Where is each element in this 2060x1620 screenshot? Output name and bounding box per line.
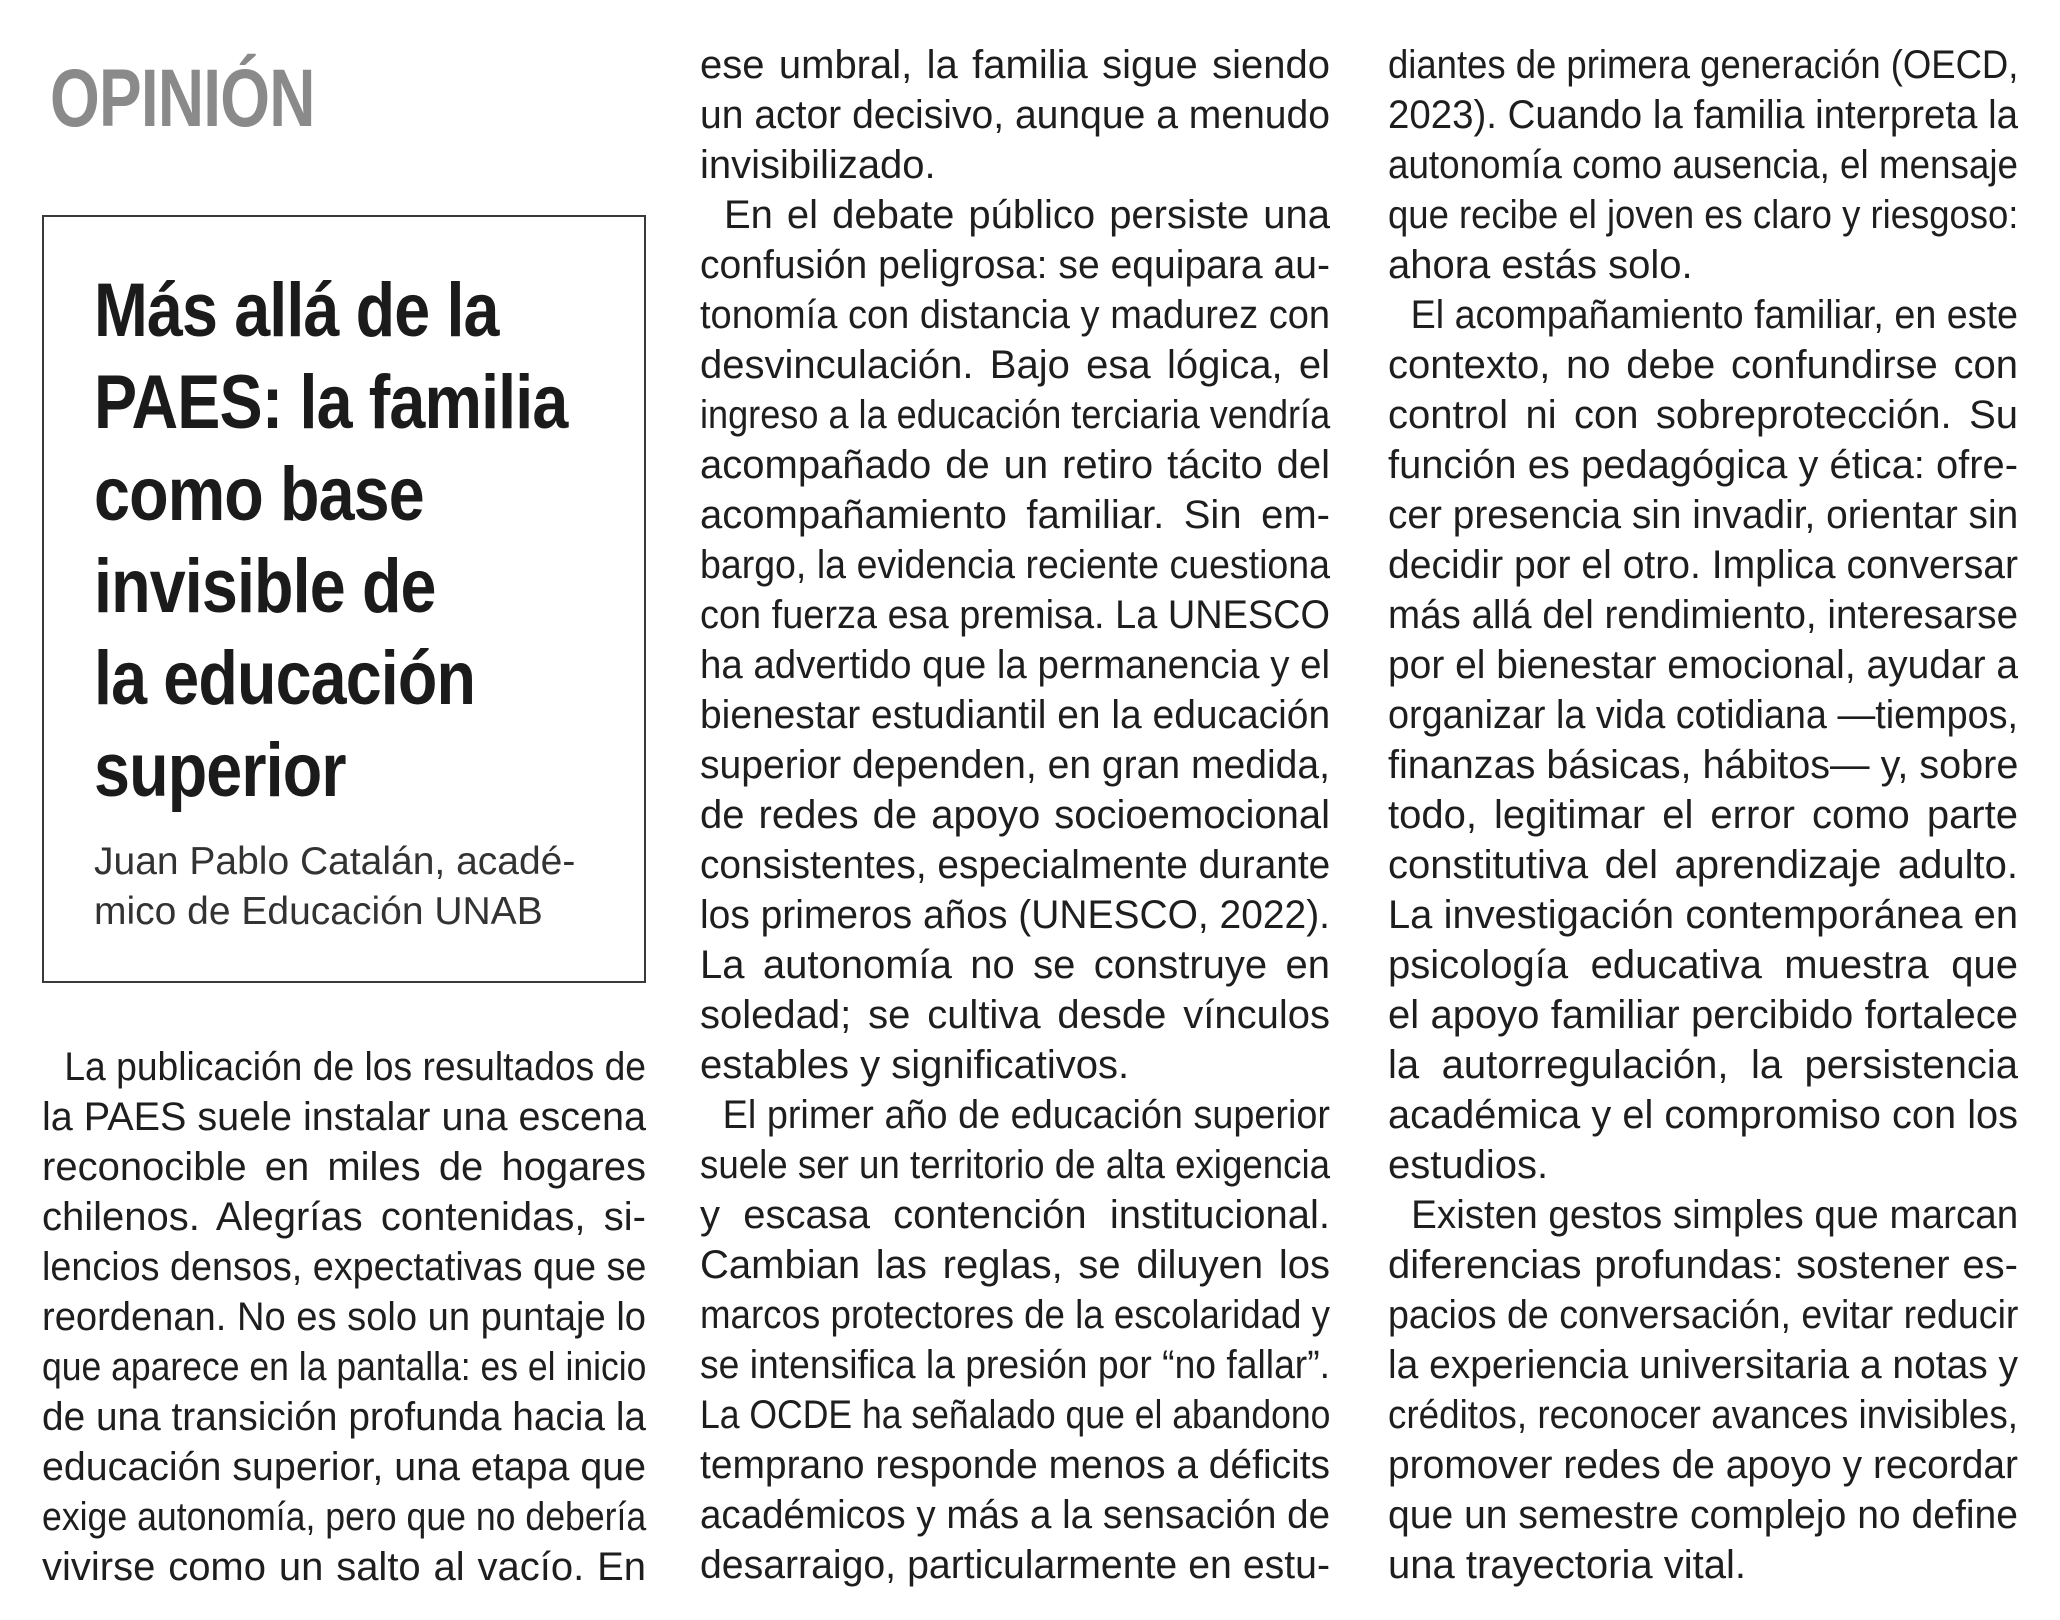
headline-box (42, 215, 646, 983)
article-line: la autorregulación, la persistencia (1388, 1043, 2018, 1087)
article-line: La OCDE ha señalado que el abandono (700, 1393, 1331, 1437)
article-line: la experiencia universitaria a notas y (1388, 1343, 2019, 1387)
article-line: confusión peligrosa: se equipara au- (700, 243, 1330, 287)
article-line: la PAES suele instalar una escena (42, 1095, 646, 1139)
article-line: académica y el compromiso con los (1388, 1093, 2018, 1137)
headline-line: invisible de (94, 544, 436, 629)
article-line: diantes de primera generación (OECD, (1388, 43, 2019, 87)
article-line: ingreso a la educación terciaria vendría (700, 393, 1331, 437)
article-line: soledad; se cultiva desde vínculos (700, 993, 1330, 1037)
article-line: control ni con sobreprotección. Su (1388, 393, 2018, 437)
article-line: finanzas básicas, hábitos— y, sobre (1388, 743, 2019, 787)
article-column-3 (1388, 40, 2018, 1590)
section-label: OPINIÓN (50, 53, 315, 144)
article-line: La publicación de los resultados de (64, 1045, 647, 1089)
article-line: organizar la vida cotidiana —tiempos, (1388, 693, 2019, 737)
article-column-1 (42, 1042, 646, 1592)
headline (94, 265, 570, 817)
article-line: vivirse como un salto al vacío. En (42, 1545, 646, 1589)
article-line: educación superior, una etapa que (42, 1445, 646, 1489)
article-line: En el debate público persiste una (724, 193, 1330, 237)
article-line: acompañado de un retiro tácito del (700, 443, 1330, 487)
article-line: decidir por el otro. Implica conversar (1388, 543, 2018, 587)
article-line: superior dependen, en gran medida, (700, 743, 1330, 787)
article-line: Existen gestos simples que marcan (1411, 1193, 2019, 1237)
article-line: acompañamiento familiar. Sin em- (700, 493, 1330, 537)
headline-line: la educación (94, 636, 476, 721)
article-line: contexto, no debe confundirse con (1388, 343, 2018, 387)
article-line: psicología educativa muestra que (1388, 943, 2018, 987)
article-line: reconocible en miles de hogares (42, 1145, 646, 1189)
article-line: y escasa contención institucional. (700, 1193, 1330, 1237)
article-line: Cambian las reglas, se diluyen los (700, 1243, 1330, 1287)
article-line: todo, legitimar el error como parte (1388, 793, 2018, 837)
article-line: consistentes, especialmente durante (700, 843, 1331, 887)
article-line: La autonomía no se construye en (700, 943, 1330, 987)
article-line: ha advertido que la permanencia y el (700, 643, 1330, 687)
article-line: bienestar estudiantil en la educación (700, 693, 1331, 737)
headline-line: PAES: la familia (94, 360, 568, 445)
article-line: que recibe el joven es claro y riesgoso: (1388, 193, 2019, 237)
article-line: marcos protectores de la escolaridad y (700, 1293, 1330, 1337)
article-line: de redes de apoyo socioemocional (700, 793, 1330, 837)
article-line: suele ser un territorio de alta exigencia (700, 1143, 1331, 1187)
article-line: por el bienestar emocional, ayudar a (1388, 643, 2019, 687)
article-line: cer presencia sin invadir, orientar sin (1388, 493, 2019, 537)
article-line: El acompañamiento familiar, en este (1410, 293, 2018, 337)
article-column-2 (700, 40, 1330, 1590)
article-line: desarraigo, particularmente en estu- (700, 1543, 1330, 1587)
headline-line: Más allá de la (94, 268, 499, 353)
article-line: promover redes de apoyo y recordar (1388, 1443, 2018, 1487)
article-line: La investigación contemporánea en (1388, 893, 2018, 937)
article-line: pacios de conversación, evitar reducir (1388, 1293, 2019, 1337)
headline-line: como base (94, 452, 424, 537)
article-line: constitutiva del aprendizaje adulto. (1388, 843, 2018, 887)
byline-line: Juan Pablo Catalán, acadé- (94, 840, 576, 883)
article-line: desvinculación. Bajo esa lógica, el (700, 343, 1330, 387)
article-line: créditos, reconocer avances invisibles, (1388, 1393, 2018, 1437)
article-line: lencios densos, expectativas que se (42, 1245, 647, 1289)
article-line: el apoyo familiar percibido fortalece (1388, 993, 2018, 1037)
article-line: que aparece en la pantalla: es el inicio (42, 1345, 647, 1389)
article-line: estudios. (1388, 1143, 1549, 1187)
byline-line: mico de Educación UNAB (94, 890, 543, 933)
article-line: chilenos. Alegrías contenidas, si- (42, 1195, 646, 1239)
article-line: un actor decisivo, aunque a menudo (700, 93, 1330, 137)
byline (94, 837, 614, 937)
article-line: de una transición profunda hacia la (42, 1395, 646, 1439)
article-line: estables y significativos. (700, 1043, 1130, 1087)
article-line: bargo, la evidencia reciente cuestiona (700, 543, 1330, 587)
article-line: diferencias profundas: sostener es- (1388, 1243, 2018, 1287)
article-line: se intensifica la presión por “no fallar”. (700, 1343, 1330, 1387)
article-line: reordenan. No es solo un puntaje lo (42, 1295, 646, 1339)
article-line: autonomía como ausencia, el mensaje (1388, 143, 2018, 187)
article-line: El primer año de educación superior (722, 1093, 1330, 1137)
article-line: ese umbral, la familia sigue siendo (700, 43, 1330, 87)
article-line: tonomía con distancia y madurez con (700, 293, 1330, 337)
article-line: 2023). Cuando la familia interpreta la (1388, 93, 2018, 137)
article-line: más allá del rendimiento, interesarse (1388, 593, 2018, 637)
article-line: académicos y más a la sensación de (700, 1493, 1330, 1537)
article-line: una trayectoria vital. (1388, 1543, 1746, 1587)
article-line: ahora estás solo. (1388, 243, 1693, 287)
article-line: los primeros años (UNESCO, 2022). (700, 893, 1330, 937)
headline-line: superior (94, 728, 346, 813)
article-line: invisibilizado. (700, 143, 936, 187)
article-line: con fuerza esa premisa. La UNESCO (700, 593, 1330, 637)
article-line: que un semestre complejo no define (1388, 1493, 2018, 1537)
article-line: función es pedagógica y ética: ofre- (1388, 443, 2018, 487)
article-line: exige autonomía, pero que no debería (42, 1495, 647, 1539)
article-line: temprano responde menos a déficits (700, 1443, 1331, 1487)
